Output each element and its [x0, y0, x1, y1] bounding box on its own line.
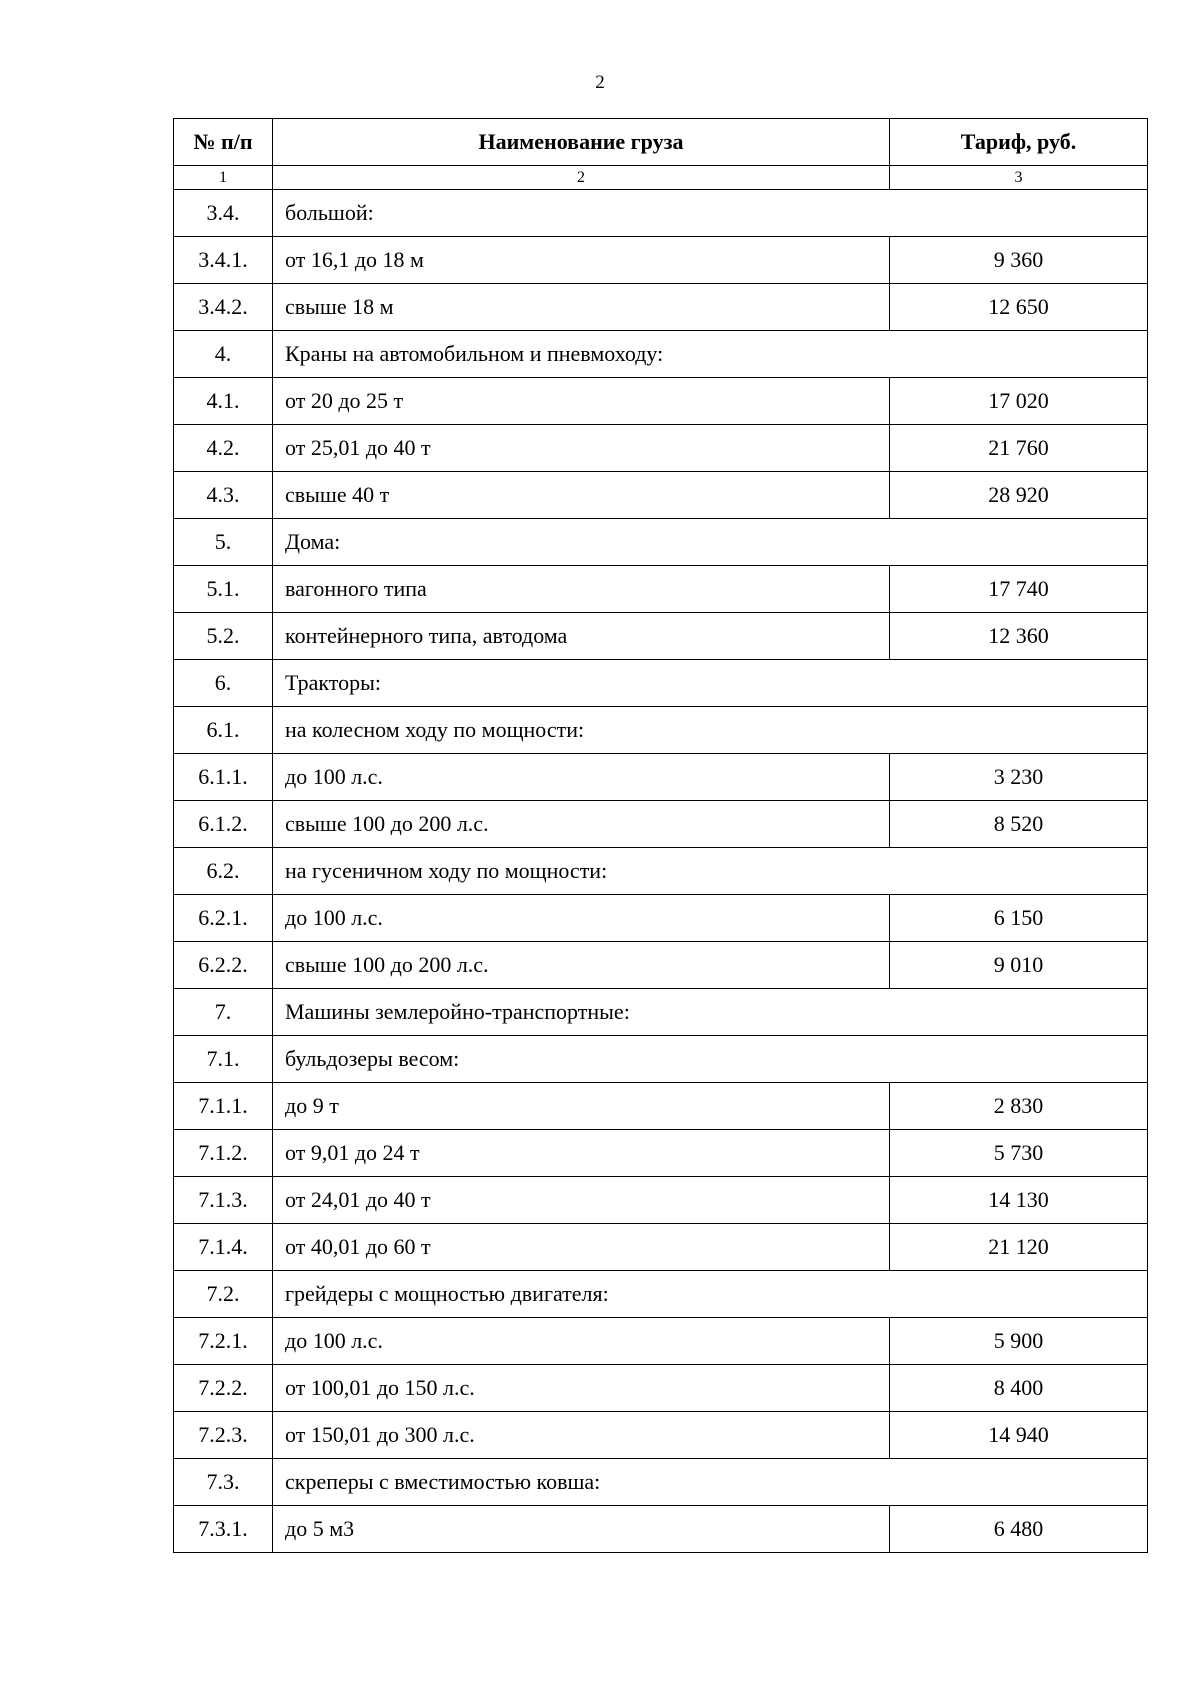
tariff-value: 14 940: [890, 1412, 1148, 1459]
table-row: [174, 801, 1148, 848]
row-number: 7.1.3.: [174, 1177, 273, 1224]
cargo-name: от 24,01 до 40 т: [273, 1177, 890, 1224]
column-number-1: 1: [174, 166, 273, 190]
table-row: [174, 237, 1148, 284]
table-row: [174, 989, 1148, 1036]
row-number: 7.1.2.: [174, 1130, 273, 1177]
cargo-name: свыше 18 м: [273, 284, 890, 331]
cargo-name: контейнерного типа, автодома: [273, 613, 890, 660]
table-row: [174, 1271, 1148, 1318]
table-row: [174, 284, 1148, 331]
row-number: 6.: [174, 660, 273, 707]
row-number: 4.3.: [174, 472, 273, 519]
tariff-value: 5 900: [890, 1318, 1148, 1365]
table-row: [174, 425, 1148, 472]
tariff-value: 2 830: [890, 1083, 1148, 1130]
cargo-name: до 100 л.с.: [273, 1318, 890, 1365]
table-row: [174, 1506, 1148, 1553]
tariff-value: 8 520: [890, 801, 1148, 848]
table-row: [174, 942, 1148, 989]
cargo-name: до 9 т: [273, 1083, 890, 1130]
row-number: 3.4.1.: [174, 237, 273, 284]
cargo-name: бульдозеры весом:: [273, 1036, 1148, 1083]
table-row: [174, 1130, 1148, 1177]
table-header: [174, 119, 1148, 190]
table-row: [174, 1459, 1148, 1506]
row-number: 5.: [174, 519, 273, 566]
tariff-value: 8 400: [890, 1365, 1148, 1412]
row-number: 7.2.1.: [174, 1318, 273, 1365]
row-number: 7.3.1.: [174, 1506, 273, 1553]
tariff-table: [173, 118, 1148, 1553]
row-number: 4.2.: [174, 425, 273, 472]
cargo-name: на колесном ходу по мощности:: [273, 707, 1148, 754]
tariff-value: 6 480: [890, 1506, 1148, 1553]
table-row: [174, 1083, 1148, 1130]
row-number: 3.4.2.: [174, 284, 273, 331]
tariff-value: 28 920: [890, 472, 1148, 519]
header-cargo-name: Наименование груза: [273, 119, 890, 166]
cargo-name: от 100,01 до 150 л.с.: [273, 1365, 890, 1412]
table-row: [174, 1224, 1148, 1271]
row-number: 6.1.1.: [174, 754, 273, 801]
table-row: [174, 1365, 1148, 1412]
cargo-name: от 150,01 до 300 л.с.: [273, 1412, 890, 1459]
table-row: [174, 707, 1148, 754]
row-number: 7.1.4.: [174, 1224, 273, 1271]
table-row: [174, 754, 1148, 801]
header-number: № п/п: [174, 119, 273, 166]
tariff-value: 5 730: [890, 1130, 1148, 1177]
cargo-name: вагонного типа: [273, 566, 890, 613]
cargo-name: от 20 до 25 т: [273, 378, 890, 425]
table-row: [174, 848, 1148, 895]
table-row: [174, 190, 1148, 237]
table-row: [174, 519, 1148, 566]
row-number: 7.2.3.: [174, 1412, 273, 1459]
table-row: [174, 895, 1148, 942]
row-number: 6.1.2.: [174, 801, 273, 848]
cargo-name: свыше 100 до 200 л.с.: [273, 942, 890, 989]
tariff-value: 17 740: [890, 566, 1148, 613]
header-row: [174, 119, 1148, 166]
page-number: 2: [595, 72, 605, 93]
cargo-name: до 100 л.с.: [273, 895, 890, 942]
cargo-name: большой:: [273, 190, 1148, 237]
table-row: [174, 613, 1148, 660]
cargo-name: от 25,01 до 40 т: [273, 425, 890, 472]
cargo-name: свыше 100 до 200 л.с.: [273, 801, 890, 848]
cargo-name: свыше 40 т: [273, 472, 890, 519]
tariff-value: 21 760: [890, 425, 1148, 472]
row-number: 7.1.: [174, 1036, 273, 1083]
table-row: [174, 1036, 1148, 1083]
tariff-value: 21 120: [890, 1224, 1148, 1271]
tariff-value: 12 650: [890, 284, 1148, 331]
row-number: 4.1.: [174, 378, 273, 425]
section-heading: Машины землеройно-транспортные:: [273, 989, 1148, 1036]
row-number: 3.4.: [174, 190, 273, 237]
row-number: 6.2.1.: [174, 895, 273, 942]
row-number: 4.: [174, 331, 273, 378]
row-number: 6.2.2.: [174, 942, 273, 989]
table-body: [174, 190, 1148, 1553]
tariff-value: 9 360: [890, 237, 1148, 284]
row-number: 6.1.: [174, 707, 273, 754]
cargo-name: скреперы с вместимостью ковша:: [273, 1459, 1148, 1506]
tariff-value: 17 020: [890, 378, 1148, 425]
table-row: [174, 1177, 1148, 1224]
table-row: [174, 472, 1148, 519]
row-number: 6.2.: [174, 848, 273, 895]
cargo-name: до 100 л.с.: [273, 754, 890, 801]
row-number: 7.3.: [174, 1459, 273, 1506]
table-row: [174, 1412, 1148, 1459]
tariff-value: 12 360: [890, 613, 1148, 660]
tariff-value: 14 130: [890, 1177, 1148, 1224]
cargo-name: на гусеничном ходу по мощности:: [273, 848, 1148, 895]
tariff-value: 3 230: [890, 754, 1148, 801]
table-row: [174, 331, 1148, 378]
table-row: [174, 1318, 1148, 1365]
column-number-3: 3: [890, 166, 1148, 190]
cargo-name: от 16,1 до 18 м: [273, 237, 890, 284]
row-number: 5.2.: [174, 613, 273, 660]
section-heading: Тракторы:: [273, 660, 1148, 707]
cargo-name: грейдеры с мощностью двигателя:: [273, 1271, 1148, 1318]
row-number: 5.1.: [174, 566, 273, 613]
tariff-value: 6 150: [890, 895, 1148, 942]
tariff-value: 9 010: [890, 942, 1148, 989]
table-row: [174, 566, 1148, 613]
row-number: 7.2.: [174, 1271, 273, 1318]
column-number-2: 2: [273, 166, 890, 190]
header-tariff: Тариф, руб.: [890, 119, 1148, 166]
section-heading: Краны на автомобильном и пневмоходу:: [273, 331, 1148, 378]
section-heading: Дома:: [273, 519, 1148, 566]
cargo-name: от 9,01 до 24 т: [273, 1130, 890, 1177]
column-number-row: [174, 166, 1148, 190]
cargo-name: до 5 м3: [273, 1506, 890, 1553]
row-number: 7.2.2.: [174, 1365, 273, 1412]
table-row: [174, 660, 1148, 707]
row-number: 7.: [174, 989, 273, 1036]
row-number: 7.1.1.: [174, 1083, 273, 1130]
cargo-name: от 40,01 до 60 т: [273, 1224, 890, 1271]
table-row: [174, 378, 1148, 425]
